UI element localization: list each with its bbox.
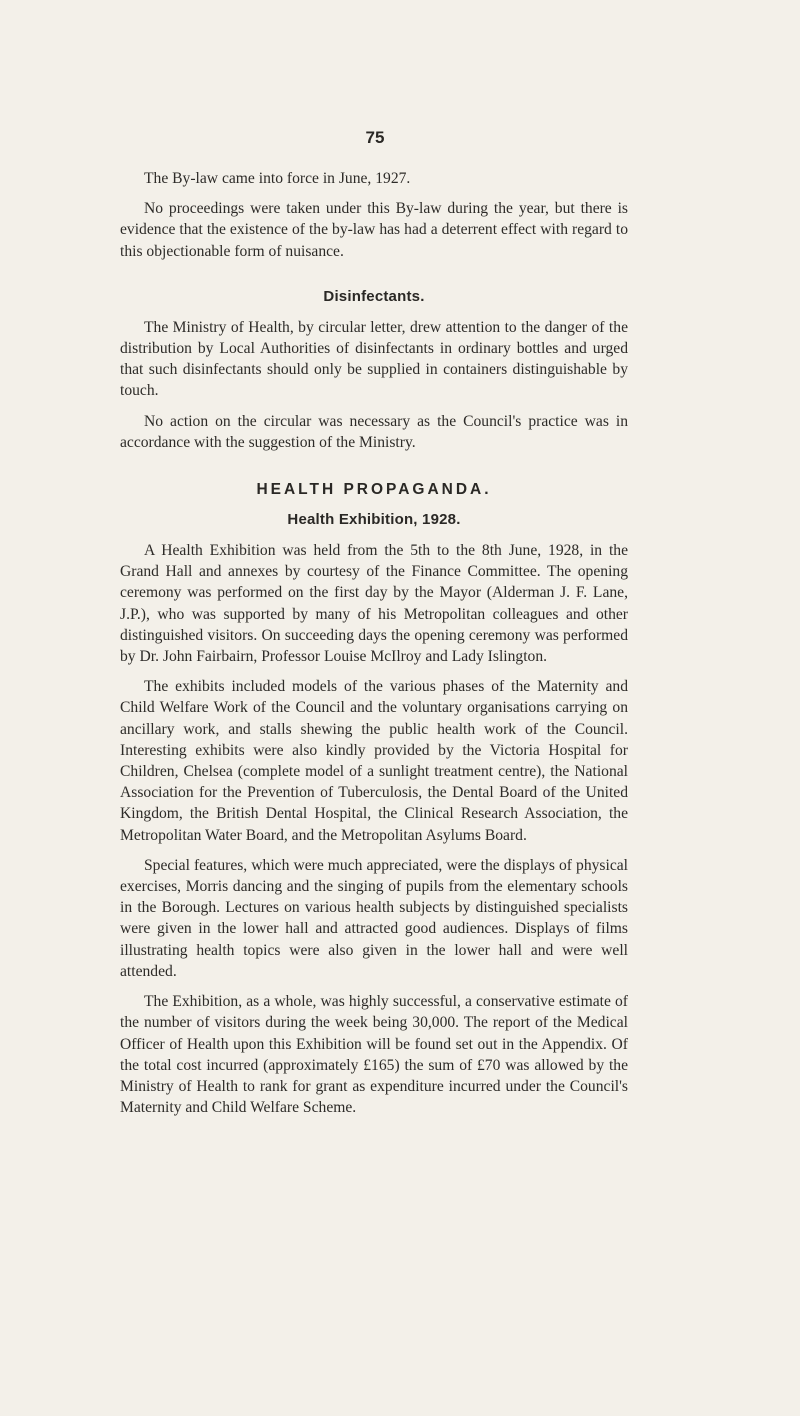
paragraph: The exhibits included models of the various phases of the Maternity and Child Welfare Work of the Council and the voluntary organisations carrying on ancillary work, and stalls shewing the public health work of the Council. Interesting exhibits were also kindly provided by the Victoria Hospital for Children, Chelsea (complete model of a sunlight treatment centre), the National Association for the Prevention of Tuberculosis, the Dental Board of the United Kingdom, the British Dental Hospital, the Clinical Research Association, the Metropolitan Water Board, and the Metropolitan Asylums Board. <box>120 678 628 844</box>
paragraph: The Ministry of Health, by circular letter, drew attention to the danger of the distribution by Local Authorities of disinfectants in ordinary bottles and urged that such disinfectants should only be supplied in containers distinguishable by touch. <box>120 318 628 400</box>
paragraph: The Exhibition, as a whole, was highly successful, a conservative estimate of the number of visitors during the week being 30,000. The report of the Medical Officer of Health upon this Exhibition will be found set out in the Appendix. Of the total cost incurred (approximately £165) the sum of £70 was allowed by the Ministry of Health to rank for grant as expenditure incurred under the Council's Maternity and Child Welfare Scheme. <box>120 993 628 1117</box>
page-body <box>120 168 628 1127</box>
paragraph: A Health Exhibition was held from the 5th to the 8th June, 1928, in the Grand Hall and annexes by courtesy of the Finance Committee. The opening ceremony was performed on the first day by the Mayor (Alderman J. F. Lane, J.P.), who was supported by many of his Metropolitan colleagues and other distinguished visitors. On succeeding days the opening ceremony was performed by Dr. John Fairbairn, Professor Louise McIlroy and Lady Islington. <box>120 542 628 666</box>
page-number: 75 <box>365 128 385 147</box>
paragraph: Special features, which were much appreciated, were the displays of physical exercises, Morris dancing and the singing of pupils from the elementary schools in the Borough. Lectures on various health subjects by distinguished specialists were given in the lower hall and attracted good audiences. Displays of films illustrating health topics were also given in the lower hall and were well attended. <box>120 856 628 980</box>
subheading-health-exhibition: Health Exhibition, 1928. <box>287 511 461 529</box>
paragraph: No action on the circular was necessary as the Council's practice was in accordance with the suggestion of the Ministry. <box>120 412 628 451</box>
paragraph: The By-law came into force in June, 1927. <box>144 170 411 187</box>
section-heading-disinfectants: Disinfectants. <box>323 287 425 305</box>
paragraph: No proceedings were taken under this By-law during the year, but there is evidence that the existence of the by-law has had a deterrent effect with regard to this objectionable form of nuisance. <box>120 200 628 260</box>
section-heading-health-propaganda: HEALTH PROPAGANDA. <box>256 481 492 499</box>
